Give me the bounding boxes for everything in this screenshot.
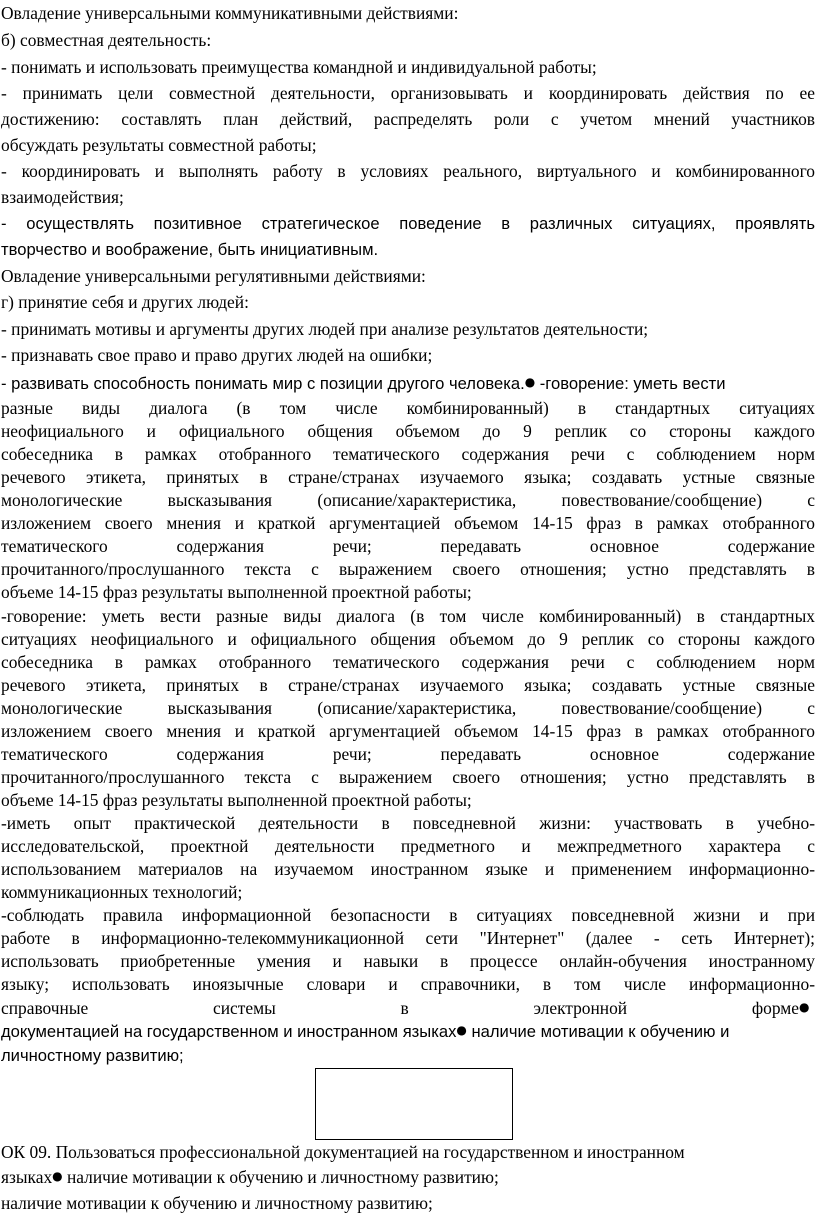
text-line: монологические высказывания (описание/характеристика, повествование/сообщение) с [1,490,815,510]
bullet-icon: ● [799,1000,810,1014]
text-line: речевого этикета, принятых в стране/странах изучаемого языка; создавать устные связные [1,675,815,695]
text-line: разные виды диалога (в том числе комбинированный) в стандартных ситуациях [1,398,815,418]
text-line: монологические высказывания (описание/характеристика, повествование/сообщение) с [1,698,815,718]
empty-frame [315,1068,513,1140]
subheading-joint-activity: б) совместная деятельность: [1,30,212,50]
text-line: -соблюдать правила информационной безопасности в ситуациях повседневной жизни и при [1,905,815,925]
bullet-icon: ● [524,375,536,389]
text-line: - координировать и выполнять работу в условиях реального, виртуального и комбинированного [1,161,815,181]
text-line: - понимать и использовать преимущества командной и индивидуальной работы; [1,57,597,77]
text-line: ситуациях неофициального и официального общения объемом до 9 реплик со стороны каждого [1,629,815,649]
text-line: - осуществлять позитивное стратегическое поведение в различных ситуациях, проявлять [1,214,815,233]
bullet-icon: ● [52,1169,63,1183]
text-line-with-bullet [1,371,815,395]
text-line: - принимать цели совместной деятельности, организовывать и координировать действия по ее [1,83,815,103]
text-segment: -говорение: уметь вести [535,374,726,393]
text-line: собеседника в рамках отобранного тематического содержания речи с соблюдением норм [1,652,815,672]
text-segment: - развивать способность понимать мир с позиции другого человека. [1,374,525,393]
text-line: изложением своего мнения и краткой аргументацией объемом 14-15 фраз в рамках отобранного [1,721,815,741]
text-line-with-bullet [1,1019,815,1043]
text-line-with-bullet [1,1165,815,1188]
text-line-with-bullet [1,996,815,1019]
text-line: использованием материалов на изучаемом иностранном языке и применением информационно- [1,859,815,879]
text-line: коммуникационных технологий; [1,882,243,902]
text-line: прочитанного/прослушанного текста с выражением своего отношения; устно представлять в [1,559,815,579]
text-line: тематического содержания речи; передавать основное содержание [1,536,815,556]
text-line: изложением своего мнения и краткой аргументацией объемом 14-15 фраз в рамках отобранного [1,513,815,533]
subheading-acceptance: г) принятие себя и других людей: [1,292,249,312]
text-segment: справочные системы в электронной форме [1,998,799,1018]
bullet-icon: ● [456,1023,467,1037]
text-line: использовать приобретенные умения и навыки в процессе онлайн-обучения иностранному [1,951,815,971]
text-line: речевого этикета, принятых в стране/странах изучаемого языка; создавать устные связные [1,467,815,487]
text-line: объеме 14-15 фраз результаты выполненной проектной работы; [1,582,472,602]
text-line: взаимодействия; [1,187,124,207]
text-line: обсуждать результаты совместной работы; [1,135,317,155]
text-line: -говорение: уметь вести разные виды диалога (в том числе комбинированный) в стандартных [1,606,815,626]
text-line: собеседника в рамках отобранного тематического содержания речи с соблюдением норм [1,444,815,464]
text-line: тематического содержания речи; передавать основное содержание [1,744,815,764]
text-line: наличие мотивации к обучению и личностному развитию; [1,1193,433,1213]
text-line: объеме 14-15 фраз результаты выполненной проектной работы; [1,790,472,810]
text-line: -иметь опыт практической деятельности в повседневной жизни: участвовать в учебно- [1,813,815,833]
text-line: достижению: составлять план действий, распределять роли с учетом мнений участников [1,109,815,129]
text-line: неофициального и официального общения объемом до 9 реплик со стороны каждого [1,421,815,441]
ok09-heading: ОК 09. Пользоваться профессиональной документацией на государственном и иностранном [1,1142,685,1162]
heading-communicative: Овладение универсальными коммуникативными действиями: [1,3,459,23]
heading-regulatory: Овладение универсальными регулятивными действиями: [1,266,426,286]
text-segment: документацией на государственном и иностранном языках [1,1022,457,1041]
text-segment: наличие мотивации к обучению и личностному развитию; [62,1167,499,1187]
text-line: исследовательской, проектной деятельности предметного и межпредметного характера с [1,836,815,856]
text-line: - принимать мотивы и аргументы других людей при анализе результатов деятельности; [1,319,649,339]
text-line: творчество и воображение, быть инициативным. [1,240,379,259]
text-line: прочитанного/прослушанного текста с выражением своего отношения; устно представлять в [1,767,815,787]
text-line: работе в информационно-телекоммуникационной сети "Интернет" (далее - сеть Интернет); [1,928,815,948]
text-segment: языках [1,1167,53,1187]
text-segment: наличие мотивации к обучению и [466,1022,730,1041]
text-line: личностному развитию; [1,1046,184,1065]
text-line: языку; использовать иноязычные словари и справочники, в том числе информационно- [1,974,815,994]
text-line: - признавать свое право и право других людей на ошибки; [1,345,433,365]
